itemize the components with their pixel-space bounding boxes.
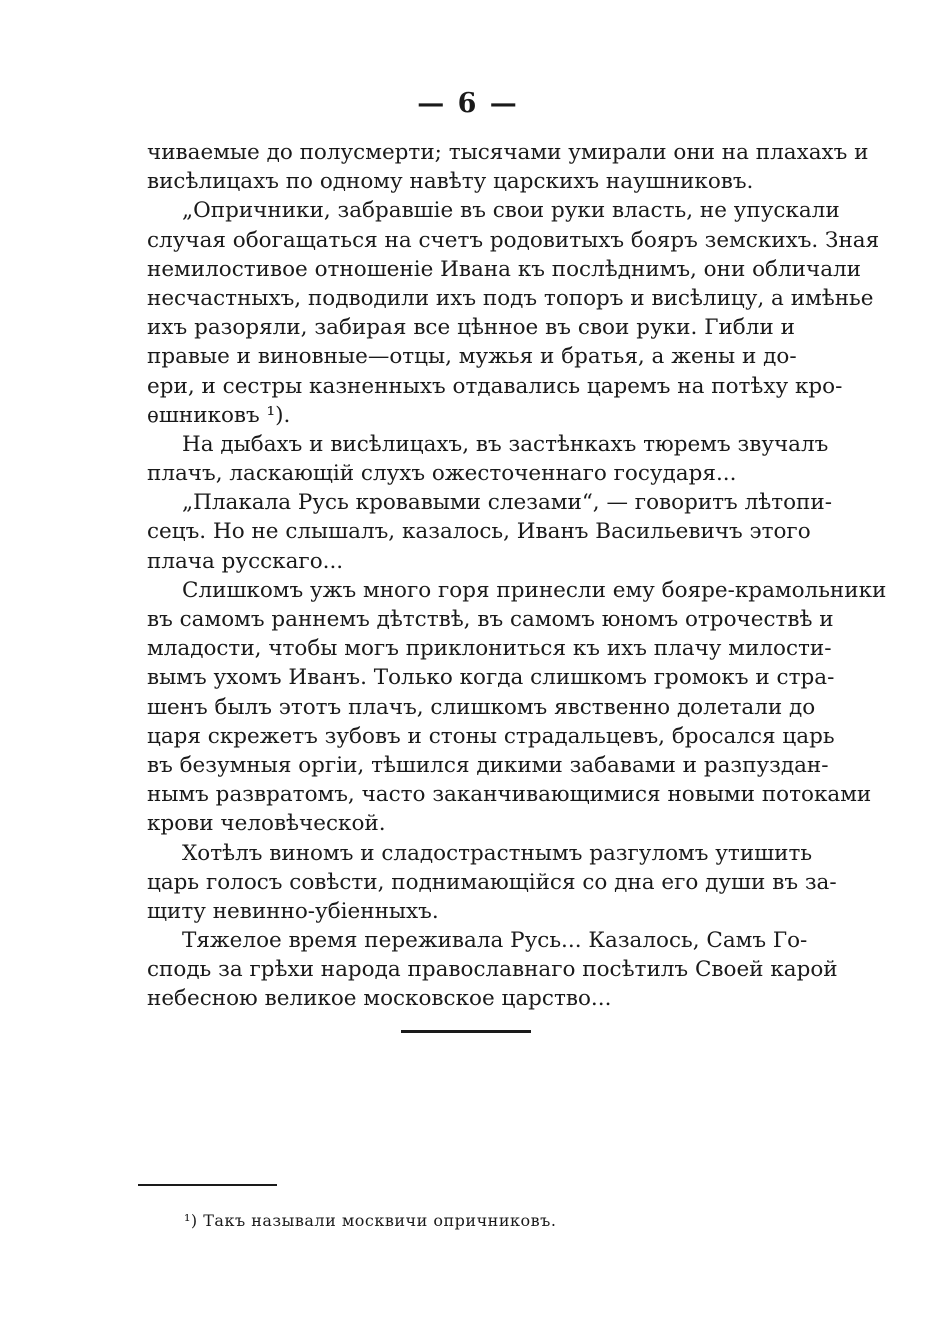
text-line: шенъ былъ этотъ плачъ, слишкомъ явственно долетали до [147,694,816,720]
text-line: сподь за грѣхи народа православнаго посѣтилъ Своей карой [147,957,838,983]
text-line: плача русскаго... [147,548,344,574]
text-line: На дыбахъ и висѣлицахъ, въ застѣнкахъ тюремъ звучалъ [182,431,829,457]
text-line: царя скрежетъ зубовъ и стоны страдальцевъ, бросался царь [147,723,835,749]
section-separator [401,1030,531,1033]
text-line: Хотѣлъ виномъ и сладострастнымъ разгуломъ утишить [182,840,813,866]
text-line: небесною великое московское царство... [147,986,612,1012]
text-line: сецъ. Но не слышалъ, казалось, Иванъ Васильевичъ этого [147,519,811,545]
text-line: нымъ развратомъ, часто заканчивающимися новыми потоками [147,782,872,808]
text-line: немилостивое отношеніе Ивана къ послѣднимъ, они обличали [147,256,862,282]
text-line: случая обогащаться на счетъ родовитыхъ бояръ земскихъ. Зная [147,227,880,253]
footnote: ¹) Такъ называли москвичи опричниковъ. [184,1211,557,1230]
text-line: висѣлицахъ по одному навѣту царскихъ наушниковъ. [147,169,754,195]
text-line: въ безумныя оргіи, тѣшился дикими забавами и разпуздан- [147,752,829,778]
body-text [147,138,887,1014]
text-line: ери, и сестры казненныхъ отдавались царемъ на потѣху кро- [147,373,843,399]
text-line: младости, чтобы могъ приклониться къ ихъ плачу милости- [147,636,832,662]
text-line: ѳшниковъ ¹). [147,402,291,428]
text-line: плачъ, ласкающій слухъ ожесточеннаго государя... [147,461,737,487]
text-line: вымъ ухомъ Иванъ. Только когда слишкомъ громокъ и стра- [147,665,835,691]
text-line: „Плакала Русь кровавыми слезами“, — говоритъ лѣтопи- [182,490,832,516]
text-line: правые и виновные—отцы, мужья и братья, а жены и до- [147,344,797,370]
page-number: — 6 — [417,88,519,119]
text-line: „Опричники, забравшіе въ свои руки власть, не упускали [182,198,840,224]
footnote-rule [138,1184,277,1186]
text-line: въ самомъ раннемъ дѣтствѣ, въ самомъ юномъ отрочествѣ и [147,607,834,632]
text-line: чиваемые до полусмерти; тысячами умирали они на плахахъ и [147,140,869,165]
text-line: крови человѣческой. [147,811,386,837]
text-line: Тяжелое время переживала Русь... Казалось, Самъ Го- [182,928,808,954]
text-line: несчастныхъ, подводили ихъ подъ топоръ и висѣлицу, а имѣнье [147,285,874,311]
text-line: щиту невинно-убіенныхъ. [147,898,439,924]
text-line: ихъ разоряли, забирая все цѣнное въ свои руки. Гибли и [147,315,795,341]
text-line: царь голосъ совѣсти, поднимающійся со дна его души въ за- [147,869,837,895]
text-line: Слишкомъ ужъ много горя принесли ему бояре-крамольники [182,577,887,603]
